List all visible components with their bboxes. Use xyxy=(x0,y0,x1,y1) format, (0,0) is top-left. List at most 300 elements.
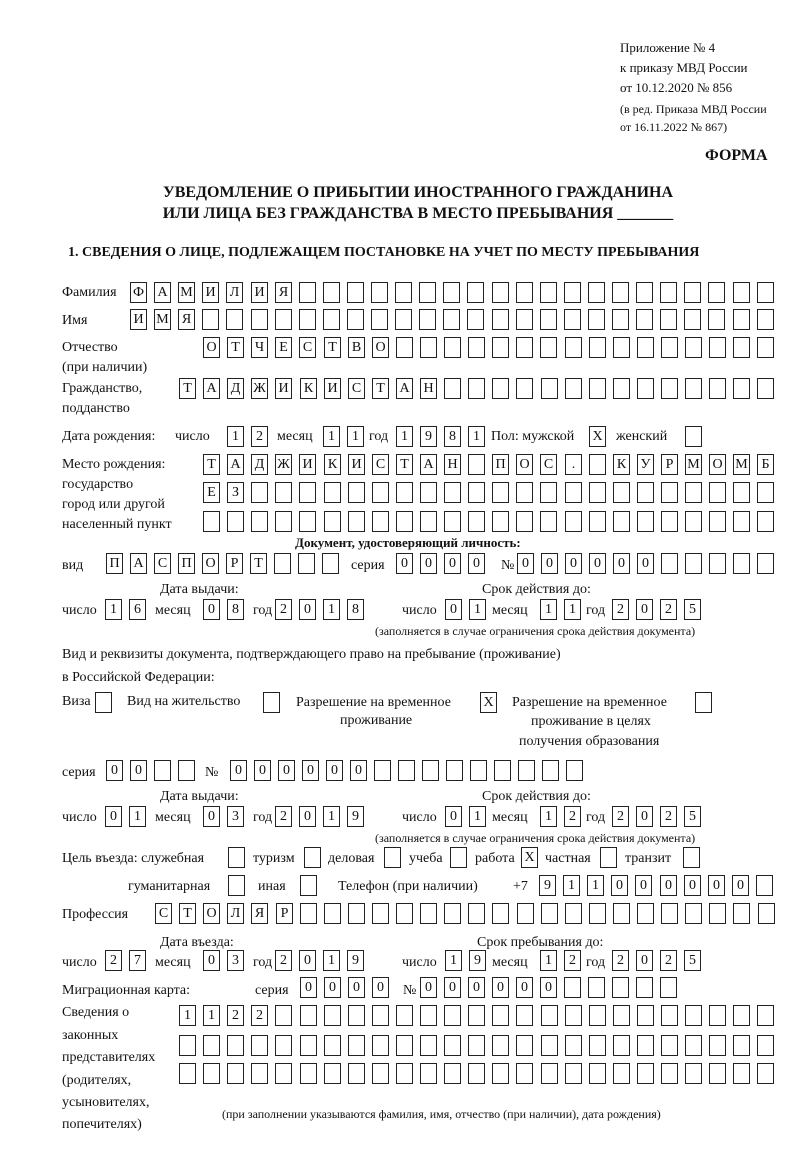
char-cell[interactable]: 2 xyxy=(275,950,292,971)
char-cell[interactable]: 0 xyxy=(326,760,343,781)
char-cell[interactable]: В xyxy=(348,337,365,358)
char-cell[interactable] xyxy=(661,337,678,358)
char-cell[interactable] xyxy=(613,1035,630,1056)
char-cell[interactable]: Т xyxy=(372,378,389,399)
char-cell[interactable] xyxy=(492,282,509,303)
checkbox[interactable] xyxy=(95,692,112,713)
char-cell[interactable] xyxy=(661,378,678,399)
char-cell[interactable] xyxy=(661,482,678,503)
char-cell[interactable]: 9 xyxy=(420,426,437,447)
char-cell[interactable] xyxy=(275,1063,292,1084)
char-cell[interactable] xyxy=(565,1005,582,1026)
char-cell[interactable] xyxy=(492,1063,509,1084)
char-cell[interactable] xyxy=(372,482,389,503)
char-cell[interactable] xyxy=(589,482,606,503)
char-cell[interactable] xyxy=(565,378,582,399)
char-cell[interactable]: К xyxy=(324,454,341,475)
char-cell[interactable]: 0 xyxy=(540,977,557,998)
char-cell[interactable] xyxy=(661,1063,678,1084)
char-cell[interactable]: Я xyxy=(251,903,268,924)
char-cell[interactable]: Т xyxy=(179,378,196,399)
char-cell[interactable] xyxy=(541,1063,558,1084)
char-cell[interactable] xyxy=(371,309,388,330)
char-cell[interactable]: Ж xyxy=(275,454,292,475)
char-cell[interactable] xyxy=(444,1005,461,1026)
char-cell[interactable] xyxy=(637,903,654,924)
char-cell[interactable] xyxy=(467,282,484,303)
char-cell[interactable]: П xyxy=(178,553,195,574)
char-cell[interactable]: 0 xyxy=(420,977,437,998)
char-cell[interactable] xyxy=(709,337,726,358)
char-cell[interactable] xyxy=(733,309,750,330)
char-cell[interactable]: И xyxy=(202,282,219,303)
char-cell[interactable]: 0 xyxy=(203,950,220,971)
char-cell[interactable] xyxy=(227,1035,244,1056)
char-cell[interactable] xyxy=(661,1005,678,1026)
char-cell[interactable] xyxy=(733,282,750,303)
char-cell[interactable]: А xyxy=(396,378,413,399)
char-cell[interactable] xyxy=(468,482,485,503)
checkbox[interactable] xyxy=(263,692,280,713)
char-cell[interactable]: 2 xyxy=(612,599,629,620)
char-cell[interactable] xyxy=(733,903,750,924)
char-cell[interactable] xyxy=(275,511,292,532)
char-cell[interactable]: 5 xyxy=(684,599,701,620)
char-cell[interactable] xyxy=(660,309,677,330)
char-cell[interactable]: 2 xyxy=(660,806,677,827)
char-cell[interactable] xyxy=(299,482,316,503)
char-cell[interactable]: Д xyxy=(227,378,244,399)
char-cell[interactable] xyxy=(685,482,702,503)
char-cell[interactable] xyxy=(395,309,412,330)
char-cell[interactable]: Б xyxy=(757,454,774,475)
char-cell[interactable]: О xyxy=(372,337,389,358)
char-cell[interactable] xyxy=(757,553,774,574)
char-cell[interactable] xyxy=(443,309,460,330)
char-cell[interactable]: Р xyxy=(226,553,243,574)
char-cell[interactable]: М xyxy=(178,282,195,303)
char-cell[interactable] xyxy=(275,482,292,503)
char-cell[interactable]: 0 xyxy=(468,553,485,574)
char-cell[interactable] xyxy=(395,282,412,303)
char-cell[interactable] xyxy=(518,760,535,781)
char-cell[interactable] xyxy=(324,1063,341,1084)
char-cell[interactable] xyxy=(468,378,485,399)
char-cell[interactable] xyxy=(637,1063,654,1084)
checkbox[interactable] xyxy=(384,847,401,868)
char-cell[interactable]: 1 xyxy=(129,806,146,827)
char-cell[interactable] xyxy=(516,309,533,330)
char-cell[interactable] xyxy=(589,1035,606,1056)
char-cell[interactable] xyxy=(757,1005,774,1026)
char-cell[interactable] xyxy=(396,511,413,532)
char-cell[interactable] xyxy=(637,482,654,503)
char-cell[interactable] xyxy=(444,337,461,358)
char-cell[interactable]: 0 xyxy=(203,599,220,620)
char-cell[interactable] xyxy=(612,977,629,998)
char-cell[interactable] xyxy=(179,1035,196,1056)
char-cell[interactable]: 2 xyxy=(105,950,122,971)
char-cell[interactable]: 0 xyxy=(299,599,316,620)
checkbox[interactable]: X xyxy=(521,847,538,868)
char-cell[interactable] xyxy=(564,282,581,303)
char-cell[interactable] xyxy=(300,1005,317,1026)
char-cell[interactable] xyxy=(154,760,171,781)
char-cell[interactable]: О xyxy=(709,454,726,475)
char-cell[interactable] xyxy=(612,282,629,303)
char-cell[interactable]: З xyxy=(227,482,244,503)
char-cell[interactable] xyxy=(251,1063,268,1084)
char-cell[interactable] xyxy=(757,337,774,358)
char-cell[interactable]: 7 xyxy=(129,950,146,971)
char-cell[interactable]: 9 xyxy=(347,950,364,971)
char-cell[interactable]: 1 xyxy=(396,426,413,447)
char-cell[interactable] xyxy=(541,1005,558,1026)
char-cell[interactable]: 1 xyxy=(323,426,340,447)
char-cell[interactable] xyxy=(613,378,630,399)
char-cell[interactable] xyxy=(661,1035,678,1056)
char-cell[interactable]: 0 xyxy=(324,977,341,998)
checkbox[interactable] xyxy=(450,847,467,868)
char-cell[interactable]: 0 xyxy=(299,806,316,827)
char-cell[interactable] xyxy=(203,1035,220,1056)
char-cell[interactable] xyxy=(540,309,557,330)
char-cell[interactable]: К xyxy=(613,454,630,475)
checkbox[interactable] xyxy=(683,847,700,868)
char-cell[interactable] xyxy=(516,378,533,399)
char-cell[interactable] xyxy=(589,454,606,475)
char-cell[interactable] xyxy=(446,760,463,781)
char-cell[interactable]: Ж xyxy=(251,378,268,399)
char-cell[interactable] xyxy=(372,1035,389,1056)
char-cell[interactable]: Т xyxy=(227,337,244,358)
char-cell[interactable] xyxy=(322,553,339,574)
char-cell[interactable]: Р xyxy=(661,454,678,475)
char-cell[interactable]: С xyxy=(372,454,389,475)
char-cell[interactable] xyxy=(757,482,774,503)
char-cell[interactable] xyxy=(565,1063,582,1084)
char-cell[interactable] xyxy=(492,309,509,330)
char-cell[interactable] xyxy=(348,903,365,924)
char-cell[interactable]: 9 xyxy=(347,806,364,827)
char-cell[interactable]: С xyxy=(540,454,557,475)
char-cell[interactable] xyxy=(467,309,484,330)
char-cell[interactable] xyxy=(492,1035,509,1056)
char-cell[interactable] xyxy=(275,1005,292,1026)
char-cell[interactable]: П xyxy=(106,553,123,574)
char-cell[interactable] xyxy=(756,875,773,896)
char-cell[interactable]: 1 xyxy=(323,599,340,620)
char-cell[interactable] xyxy=(684,309,701,330)
char-cell[interactable]: 0 xyxy=(708,875,725,896)
char-cell[interactable] xyxy=(202,309,219,330)
char-cell[interactable] xyxy=(757,1035,774,1056)
char-cell[interactable] xyxy=(589,1063,606,1084)
char-cell[interactable] xyxy=(251,309,268,330)
char-cell[interactable] xyxy=(685,378,702,399)
char-cell[interactable] xyxy=(516,1005,533,1026)
char-cell[interactable]: 1 xyxy=(445,950,462,971)
char-cell[interactable] xyxy=(541,903,558,924)
char-cell[interactable] xyxy=(227,1063,244,1084)
char-cell[interactable] xyxy=(612,309,629,330)
char-cell[interactable] xyxy=(709,378,726,399)
char-cell[interactable] xyxy=(419,282,436,303)
char-cell[interactable]: 0 xyxy=(636,806,653,827)
char-cell[interactable]: 1 xyxy=(540,950,557,971)
char-cell[interactable] xyxy=(540,337,557,358)
char-cell[interactable] xyxy=(709,903,726,924)
char-cell[interactable]: Т xyxy=(396,454,413,475)
char-cell[interactable] xyxy=(348,1035,365,1056)
char-cell[interactable] xyxy=(348,1063,365,1084)
char-cell[interactable]: 1 xyxy=(179,1005,196,1026)
char-cell[interactable] xyxy=(733,1005,750,1026)
char-cell[interactable] xyxy=(637,337,654,358)
char-cell[interactable] xyxy=(468,1005,485,1026)
char-cell[interactable]: И xyxy=(299,454,316,475)
char-cell[interactable] xyxy=(374,760,391,781)
char-cell[interactable]: Я xyxy=(178,309,195,330)
char-cell[interactable]: О xyxy=(203,337,220,358)
char-cell[interactable]: 1 xyxy=(323,950,340,971)
char-cell[interactable]: Т xyxy=(203,454,220,475)
char-cell[interactable]: 1 xyxy=(563,875,580,896)
checkbox[interactable] xyxy=(300,875,317,896)
char-cell[interactable] xyxy=(492,482,509,503)
char-cell[interactable] xyxy=(684,282,701,303)
char-cell[interactable]: 1 xyxy=(323,806,340,827)
char-cell[interactable] xyxy=(323,282,340,303)
char-cell[interactable] xyxy=(758,903,775,924)
char-cell[interactable]: 0 xyxy=(130,760,147,781)
checkbox[interactable] xyxy=(228,847,245,868)
checkbox[interactable] xyxy=(600,847,617,868)
char-cell[interactable]: Я xyxy=(275,282,292,303)
char-cell[interactable] xyxy=(589,378,606,399)
char-cell[interactable]: 0 xyxy=(302,760,319,781)
char-cell[interactable] xyxy=(637,1035,654,1056)
char-cell[interactable]: 0 xyxy=(203,806,220,827)
char-cell[interactable] xyxy=(492,337,509,358)
char-cell[interactable]: О xyxy=(202,553,219,574)
char-cell[interactable]: 0 xyxy=(635,875,652,896)
char-cell[interactable] xyxy=(757,1063,774,1084)
char-cell[interactable] xyxy=(468,454,485,475)
char-cell[interactable]: 0 xyxy=(350,760,367,781)
char-cell[interactable]: К xyxy=(300,378,317,399)
char-cell[interactable]: Т xyxy=(250,553,267,574)
char-cell[interactable] xyxy=(372,1005,389,1026)
char-cell[interactable]: И xyxy=(275,378,292,399)
char-cell[interactable] xyxy=(661,903,678,924)
char-cell[interactable] xyxy=(324,1035,341,1056)
char-cell[interactable] xyxy=(299,309,316,330)
char-cell[interactable] xyxy=(227,511,244,532)
char-cell[interactable] xyxy=(444,482,461,503)
char-cell[interactable] xyxy=(541,1035,558,1056)
char-cell[interactable] xyxy=(422,760,439,781)
char-cell[interactable] xyxy=(371,282,388,303)
char-cell[interactable] xyxy=(470,760,487,781)
char-cell[interactable]: 0 xyxy=(278,760,295,781)
char-cell[interactable] xyxy=(372,1063,389,1084)
char-cell[interactable]: 0 xyxy=(254,760,271,781)
char-cell[interactable] xyxy=(492,1005,509,1026)
char-cell[interactable] xyxy=(757,282,774,303)
char-cell[interactable]: 0 xyxy=(541,553,558,574)
char-cell[interactable]: 8 xyxy=(347,599,364,620)
char-cell[interactable]: Ф xyxy=(130,282,147,303)
char-cell[interactable] xyxy=(348,482,365,503)
checkbox[interactable] xyxy=(228,875,245,896)
char-cell[interactable]: 0 xyxy=(106,760,123,781)
checkbox[interactable] xyxy=(304,847,321,868)
char-cell[interactable] xyxy=(396,482,413,503)
char-cell[interactable]: А xyxy=(227,454,244,475)
char-cell[interactable] xyxy=(637,1005,654,1026)
char-cell[interactable] xyxy=(685,337,702,358)
char-cell[interactable]: 3 xyxy=(227,950,244,971)
char-cell[interactable] xyxy=(348,511,365,532)
char-cell[interactable] xyxy=(733,1035,750,1056)
char-cell[interactable]: М xyxy=(154,309,171,330)
char-cell[interactable] xyxy=(541,378,558,399)
char-cell[interactable] xyxy=(540,482,557,503)
char-cell[interactable]: М xyxy=(685,454,702,475)
char-cell[interactable] xyxy=(589,337,606,358)
char-cell[interactable] xyxy=(613,511,630,532)
char-cell[interactable]: И xyxy=(130,309,147,330)
char-cell[interactable]: 2 xyxy=(612,806,629,827)
char-cell[interactable]: Е xyxy=(275,337,292,358)
char-cell[interactable] xyxy=(396,903,413,924)
checkbox[interactable] xyxy=(695,692,712,713)
char-cell[interactable]: Н xyxy=(420,378,437,399)
char-cell[interactable] xyxy=(636,977,653,998)
char-cell[interactable]: 1 xyxy=(203,1005,220,1026)
char-cell[interactable] xyxy=(589,511,606,532)
char-cell[interactable] xyxy=(637,378,654,399)
char-cell[interactable]: 1 xyxy=(587,875,604,896)
char-cell[interactable] xyxy=(300,1035,317,1056)
char-cell[interactable]: У xyxy=(637,454,654,475)
char-cell[interactable]: Т xyxy=(324,337,341,358)
char-cell[interactable]: С xyxy=(299,337,316,358)
char-cell[interactable] xyxy=(298,553,315,574)
char-cell[interactable] xyxy=(443,282,460,303)
char-cell[interactable] xyxy=(300,903,317,924)
char-cell[interactable]: 1 xyxy=(540,599,557,620)
char-cell[interactable] xyxy=(564,977,581,998)
char-cell[interactable]: 2 xyxy=(564,806,581,827)
char-cell[interactable]: 0 xyxy=(636,950,653,971)
char-cell[interactable] xyxy=(274,553,291,574)
char-cell[interactable] xyxy=(396,1035,413,1056)
char-cell[interactable] xyxy=(347,309,364,330)
char-cell[interactable] xyxy=(636,309,653,330)
char-cell[interactable] xyxy=(251,511,268,532)
char-cell[interactable] xyxy=(444,1063,461,1084)
char-cell[interactable] xyxy=(444,1035,461,1056)
char-cell[interactable]: 1 xyxy=(468,426,485,447)
char-cell[interactable] xyxy=(613,337,630,358)
char-cell[interactable]: П xyxy=(492,454,509,475)
char-cell[interactable]: 2 xyxy=(564,950,581,971)
char-cell[interactable]: Е xyxy=(203,482,220,503)
char-cell[interactable] xyxy=(566,760,583,781)
char-cell[interactable] xyxy=(348,1005,365,1026)
char-cell[interactable]: 1 xyxy=(564,599,581,620)
char-cell[interactable] xyxy=(420,511,437,532)
char-cell[interactable]: 0 xyxy=(492,977,509,998)
char-cell[interactable]: И xyxy=(348,454,365,475)
char-cell[interactable] xyxy=(516,1063,533,1084)
char-cell[interactable] xyxy=(492,378,509,399)
char-cell[interactable]: 0 xyxy=(636,599,653,620)
char-cell[interactable] xyxy=(564,309,581,330)
char-cell[interactable] xyxy=(733,553,750,574)
char-cell[interactable] xyxy=(203,511,220,532)
char-cell[interactable] xyxy=(685,1063,702,1084)
char-cell[interactable]: 2 xyxy=(275,599,292,620)
char-cell[interactable] xyxy=(565,337,582,358)
char-cell[interactable]: 0 xyxy=(611,875,628,896)
char-cell[interactable] xyxy=(324,1005,341,1026)
char-cell[interactable] xyxy=(251,482,268,503)
char-cell[interactable] xyxy=(733,378,750,399)
char-cell[interactable] xyxy=(517,903,534,924)
char-cell[interactable]: 0 xyxy=(732,875,749,896)
char-cell[interactable] xyxy=(516,282,533,303)
char-cell[interactable]: 1 xyxy=(540,806,557,827)
char-cell[interactable]: Н xyxy=(444,454,461,475)
char-cell[interactable]: 0 xyxy=(565,553,582,574)
char-cell[interactable]: 0 xyxy=(299,950,316,971)
char-cell[interactable]: 0 xyxy=(517,553,534,574)
char-cell[interactable] xyxy=(179,1063,196,1084)
char-cell[interactable]: О xyxy=(516,454,533,475)
char-cell[interactable] xyxy=(542,760,559,781)
char-cell[interactable] xyxy=(708,309,725,330)
char-cell[interactable] xyxy=(420,482,437,503)
char-cell[interactable]: 1 xyxy=(469,806,486,827)
char-cell[interactable] xyxy=(685,553,702,574)
char-cell[interactable] xyxy=(685,1005,702,1026)
char-cell[interactable]: 0 xyxy=(372,977,389,998)
char-cell[interactable]: 8 xyxy=(444,426,461,447)
char-cell[interactable]: 8 xyxy=(227,599,244,620)
char-cell[interactable] xyxy=(685,903,702,924)
char-cell[interactable] xyxy=(565,903,582,924)
char-cell[interactable]: 2 xyxy=(660,599,677,620)
char-cell[interactable] xyxy=(372,511,389,532)
char-cell[interactable]: 0 xyxy=(589,553,606,574)
char-cell[interactable] xyxy=(419,309,436,330)
char-cell[interactable]: А xyxy=(154,282,171,303)
char-cell[interactable] xyxy=(300,1063,317,1084)
char-cell[interactable]: 0 xyxy=(684,875,701,896)
char-cell[interactable] xyxy=(733,337,750,358)
char-cell[interactable] xyxy=(420,1005,437,1026)
char-cell[interactable]: 2 xyxy=(660,950,677,971)
char-cell[interactable]: 1 xyxy=(347,426,364,447)
char-cell[interactable] xyxy=(757,511,774,532)
char-cell[interactable] xyxy=(708,282,725,303)
char-cell[interactable] xyxy=(733,511,750,532)
char-cell[interactable]: А xyxy=(130,553,147,574)
char-cell[interactable] xyxy=(709,1035,726,1056)
